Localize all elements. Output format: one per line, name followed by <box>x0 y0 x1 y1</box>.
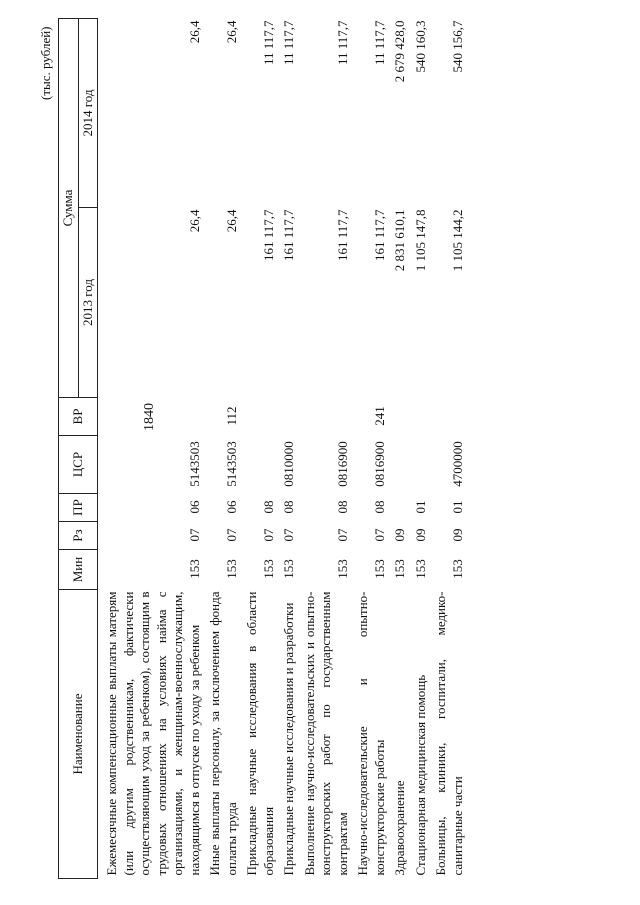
header-name: Наименование <box>59 590 98 879</box>
table-row <box>353 19 390 879</box>
cell-min: 153 <box>186 559 202 579</box>
cell-rz: 07 <box>334 528 350 542</box>
units-note: (тыс. рублей) <box>38 26 53 100</box>
cell-vr: 112 <box>223 406 239 426</box>
cell-csr: 5143503 <box>186 441 202 487</box>
cell-csr <box>390 436 411 494</box>
header-pr: ПР <box>59 494 98 522</box>
cell-pr: 08 <box>281 500 296 514</box>
cell-y2014: 26,4 <box>186 20 202 44</box>
cell-rz: 07 <box>371 528 387 542</box>
cell-name: Больницы, клиники, госпитали, медико-санитарные части <box>433 591 465 876</box>
cell-min: 153 <box>392 559 407 579</box>
cell-min: 153 <box>449 559 465 579</box>
cell-y2014: 2 679 428,0 <box>392 20 407 83</box>
cell-y2014: 11 117,7 <box>371 20 387 66</box>
header-rz: Рз <box>59 522 98 550</box>
table-row <box>279 19 300 879</box>
cell-name: Прикладные научные исследования в области образования <box>244 591 276 876</box>
cell-vr <box>242 398 279 436</box>
cell-min: 153 <box>412 559 428 579</box>
cell-name: Прикладные научные исследования и разработки <box>281 602 296 876</box>
cell-rz: 07 <box>186 528 202 542</box>
cell-vr <box>431 398 468 436</box>
cell-rz: 07 <box>281 528 296 542</box>
cell-vr <box>279 398 300 436</box>
header-sum: Сумма <box>59 19 79 398</box>
header-min: Мин <box>59 550 98 590</box>
cell-y2013: 161 117,7 <box>334 209 350 262</box>
cell-y2013: 161 117,7 <box>371 209 387 262</box>
cell-pr: 06 <box>186 500 202 514</box>
header-csr: ЦСР <box>59 436 98 494</box>
table-row <box>300 19 354 879</box>
header-2014: 2014 год <box>78 19 98 208</box>
cell-vr <box>411 398 432 436</box>
cell-min: 153 <box>223 559 239 579</box>
cell-pr: 08 <box>334 500 350 514</box>
cell-vr: 241 <box>371 406 387 426</box>
cell-pr: 06 <box>223 500 239 514</box>
cell-y2014: 540 160,3 <box>412 20 428 73</box>
cell-name: Стационарная медицинская помощь <box>412 674 428 876</box>
cell-csr: 0810000 <box>281 441 296 487</box>
budget-table <box>58 18 468 879</box>
page-number: 1840 <box>142 403 157 431</box>
header-vr: ВР <box>59 398 98 436</box>
table-row <box>205 19 242 879</box>
cell-min: 153 <box>281 559 296 579</box>
cell-rz: 09 <box>392 528 407 542</box>
cell-y2013: 26,4 <box>223 209 239 233</box>
cell-rz: 07 <box>260 528 276 542</box>
cell-rz: 09 <box>412 528 428 542</box>
cell-y2014: 11 117,7 <box>260 20 276 66</box>
cell-csr <box>242 436 279 494</box>
cell-pr: 01 <box>449 500 465 514</box>
cell-y2014: 11 117,7 <box>334 20 350 66</box>
cell-pr: 08 <box>371 500 387 514</box>
cell-y2014: 26,4 <box>223 20 239 44</box>
cell-min: 153 <box>371 559 387 579</box>
cell-y2013: 26,4 <box>186 209 202 233</box>
cell-vr <box>102 398 205 436</box>
table-row <box>431 19 468 879</box>
cell-rz: 07 <box>223 528 239 542</box>
cell-name: Ежемесячные компенсационные выплаты матерям (или другим родственникам, фактически осуществляющим уход за ребенком), состоящим в трудовых отношениях на условиях найма с организациями, и женщинам-военнослужащим, находящимся в отпуске по уходу за ребенком <box>104 591 202 876</box>
cell-vr <box>390 398 411 436</box>
cell-csr: 5143503 <box>223 441 239 487</box>
table-row <box>242 19 279 879</box>
cell-y2014: 11 117,7 <box>281 20 296 66</box>
cell-y2014: 540 156,7 <box>449 20 465 73</box>
cell-name: Здравоохранение <box>392 780 407 876</box>
cell-y2013: 1 105 147,8 <box>412 209 428 272</box>
cell-min: 153 <box>334 559 350 579</box>
cell-name: Иные выплаты персоналу, за исключением фонда оплаты труда <box>207 591 239 876</box>
cell-name: Научно-исследовательские и опытно-конструкторские работы <box>355 591 387 876</box>
cell-pr: 08 <box>260 500 276 514</box>
cell-csr <box>411 436 432 494</box>
cell-name: Выполнение научно-исследовательских и опытно-конструкторских работ по государственным контрактам <box>301 591 350 876</box>
cell-csr: 4700000 <box>449 441 465 487</box>
header-2013: 2013 год <box>78 208 98 398</box>
table-row <box>390 19 411 879</box>
cell-pr <box>390 494 411 522</box>
cell-rz: 09 <box>449 528 465 542</box>
table-row <box>102 19 205 879</box>
cell-vr <box>300 398 354 436</box>
table-row <box>411 19 432 879</box>
cell-y2013: 161 117,7 <box>260 209 276 262</box>
cell-min: 153 <box>260 559 276 579</box>
table-body <box>98 19 469 879</box>
cell-y2013: 161 117,7 <box>281 209 296 262</box>
cell-y2013: 2 831 610,1 <box>392 209 407 272</box>
cell-y2013: 1 105 144,2 <box>449 209 465 272</box>
cell-pr: 01 <box>412 500 428 514</box>
cell-csr: 0816900 <box>371 441 387 487</box>
cell-csr: 0816900 <box>334 441 350 487</box>
